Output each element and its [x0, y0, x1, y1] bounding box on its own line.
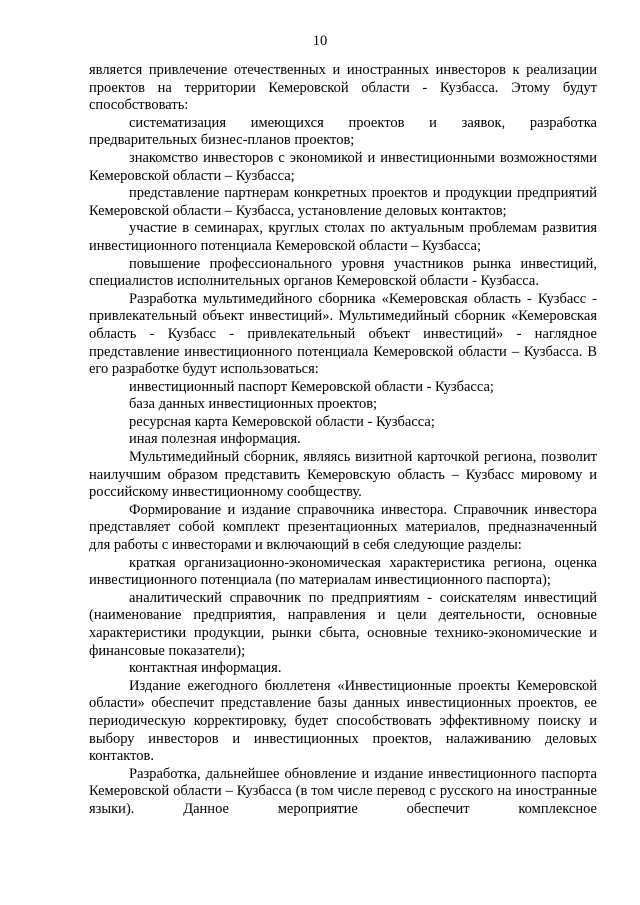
list-item: база данных инвестиционных проектов;: [129, 396, 378, 413]
list-item: аналитический справочник по предприятиям - соискателям инвестиций (наименование предприятия, направления и цели деятельности, основные характеристики продукции, рынки сбыта, основные технико-экономические и финансовые показатели);: [89, 589, 597, 659]
list-item: систематизация имеющихся проектов и заявок, разработка предварительных бизнес-планов проектов;: [89, 114, 597, 149]
paragraph: Разработка, дальнейшее обновление и издание инвестиционного паспорта Кемеровской области – Кузбасса (в том числе перевод с русского на иностранные языки). Данное мероприятие обеспечит комплексное: [89, 765, 597, 817]
list-item: контактная информация.: [129, 660, 282, 677]
list-item: участие в семинарах, круглых столах по актуальным проблемам развития инвестиционного потенциала Кемеровской области – Кузбасса;: [89, 220, 597, 254]
paragraph: Формирование и издание справочника инвестора. Справочник инвестора представляет собой комплект презентационных материалов, предназначенный для работы с инвесторами и включающий в себя следующие разделы:: [89, 501, 597, 554]
list-item: инвестиционный паспорт Кемеровской области - Кузбасса;: [129, 378, 494, 395]
paragraph: Мультимедийный сборник, являясь визитной карточкой региона, позволит наилучшим образом представить Кемеровскую область – Кузбасс мировому и российскому инвестиционному сообществу.: [89, 449, 597, 501]
list-item: повышение профессионального уровня участников рынка инвестиций, специалистов исполнительных органов Кемеровской области - Кузбасса.: [89, 255, 597, 290]
body-text: [89, 62, 597, 819]
list-item: знакомство инвесторов с экономикой и инвестиционными возможностями Кемеровской области – Кузбасса;: [89, 149, 597, 184]
paragraph: является привлечение отечественных и иностранных инвесторов к реализации проектов на территории Кемеровской области - Кузбасса. Этому будут способствовать:: [89, 62, 597, 114]
paragraph: Разработка мультимедийного сборника «Кемеровская область - Кузбасс - привлекательный объект инвестиций». Мультимедийный сборник «Кемеровская область - Кузбасс - привлекательный объект инвестиций» - наглядное представление инвестиционного потенциала Кемеровской области – Кузбасса. В его разработке будут использоваться:: [89, 290, 597, 378]
list-item: представление партнерам конкретных проектов и продукции предприятий Кемеровской области – Кузбасса, установление деловых контактов;: [89, 185, 597, 219]
list-item: краткая организационно-экономическая характеристика региона, оценка инвестиционного потенциала (по материалам инвестиционного паспорта);: [89, 554, 597, 589]
list-item: ресурсная карта Кемеровской области - Кузбасса;: [129, 413, 435, 430]
paragraph: Издание ежегодного бюллетеня «Инвестиционные проекты Кемеровской области» обеспечит представление базы данных инвестиционных проектов, ее периодическую корректировку, будет способствовать эффективному поиску и выбору инвесторов и инвестиционных проектов, налаживанию деловых контактов.: [89, 677, 597, 765]
page-number: 10: [312, 33, 328, 49]
list-item: иная полезная информация.: [129, 431, 301, 448]
